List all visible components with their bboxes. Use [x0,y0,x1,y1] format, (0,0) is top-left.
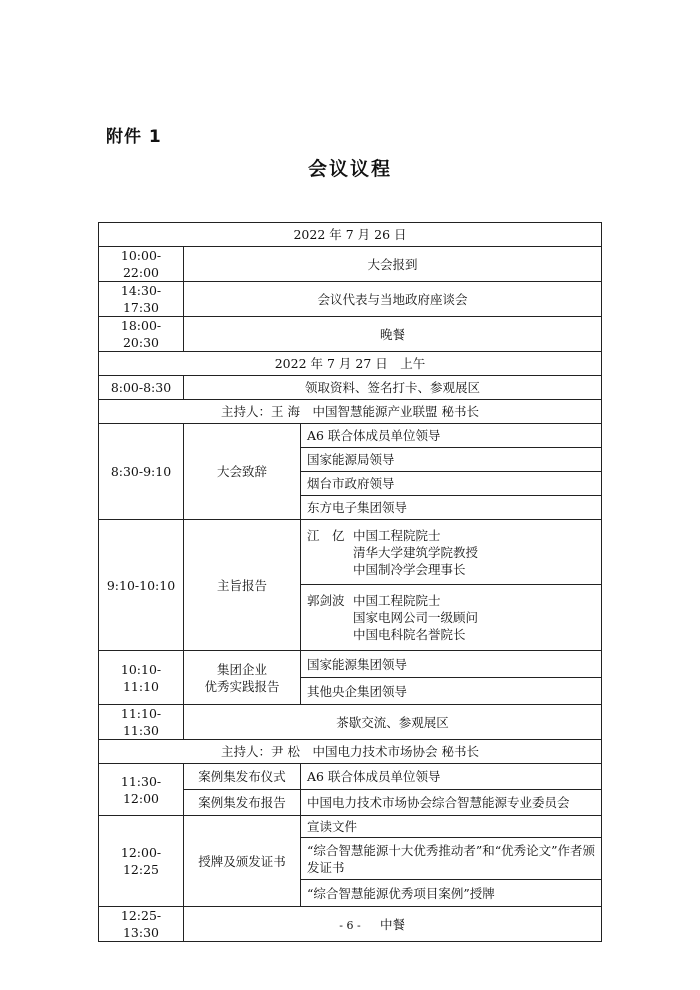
time-cell: 8:00-8:30 [99,376,184,400]
table-row [99,223,602,247]
speaker-cell [301,585,602,651]
speaker-title: 国家电网公司一级顾问 [353,610,479,625]
speaker-cell: 烟台市政府领导 [301,472,602,496]
speaker-cell: 中国电力技术市场协会综合智慧能源专业委员会 [301,790,602,816]
time-cell: 11:30-12:00 [99,764,184,816]
host-row: 主持人：尹 松 中国电力技术市场协会 秘书长 [99,740,602,764]
day-header: 2022 年 7 月 26 日 [99,223,602,247]
item-cell: 晚餐 [184,317,602,352]
table-row [99,282,602,317]
session-line: 优秀实践报告 [204,678,280,694]
table-row [99,352,602,376]
award-item: “综合智慧能源十大优秀推动者”和“优秀论文”作者颁发证书 [301,838,602,880]
item-cell: 大会报到 [184,247,602,282]
table-row [99,651,602,678]
speaker-cell: A6 联合体成员单位领导 [301,424,602,448]
item-cell: 中餐 [184,907,602,942]
session-cell: 授牌及颁发证书 [184,816,301,907]
time-cell: 18:00-20:30 [99,317,184,352]
speaker-cell: 其他央企集团领导 [301,678,602,705]
table-row [99,317,602,352]
table-row [99,424,602,448]
speaker-title: 中国制冷学会理事长 [353,561,466,577]
attachment-label: 附件 1 [106,127,162,147]
day-header: 2022 年 7 月 27 日 上午 [99,352,602,376]
session-cell: 案例集发布报告 [184,790,301,816]
time-cell: 12:25-13:30 [99,907,184,942]
speaker-cell [301,520,602,585]
table-row [99,705,602,740]
time-cell: 10:10-11:10 [99,651,184,705]
speaker-cell: A6 联合体成员单位领导 [301,764,602,790]
speaker-cell: 东方电子集团领导 [301,496,602,520]
table-row [99,376,602,400]
speaker-name: 江 亿 [307,527,345,543]
table-row [99,247,602,282]
speaker-title: 中国工程院院士 [353,593,441,608]
table-row [99,520,602,585]
speaker-name: 郭剑波 [307,593,345,608]
item-cell: 茶歇交流、参观展区 [184,705,602,740]
item-cell: 会议代表与当地政府座谈会 [184,282,602,317]
time-cell: 8:30-9:10 [99,424,184,520]
time-cell: 10:00-22:00 [99,247,184,282]
award-item: “综合智慧能源优秀项目案例”授牌 [301,880,602,907]
speaker-cell: 国家能源集团领导 [301,651,602,678]
time-cell: 14:30-17:30 [99,282,184,317]
time-cell: 11:10-11:30 [99,705,184,740]
session-line: 集团企业 [216,661,267,677]
item-cell: 领取资料、签名打卡、参观展区 [184,376,602,400]
host-row: 主持人：王 海 中国智慧能源产业联盟 秘书长 [99,400,602,424]
award-item: 宣读文件 [301,816,602,838]
page-number: - 6 - [339,919,361,932]
time-cell: 9:10-10:10 [99,520,184,651]
page-title: 会议议程 [307,158,392,180]
speaker-title: 中国工程院院士 [353,527,441,543]
session-cell: 案例集发布仪式 [184,764,301,790]
speaker-title: 清华大学建筑学院教授 [353,544,479,560]
session-cell [184,651,301,705]
table-row [99,740,602,764]
table-row [99,400,602,424]
speaker-title: 中国电科院名誉院长 [353,627,466,642]
agenda-table [98,222,602,942]
table-row [99,764,602,790]
session-cell: 大会致辞 [184,424,301,520]
speaker-cell: 国家能源局领导 [301,448,602,472]
table-row [99,816,602,838]
session-cell: 主旨报告 [184,520,301,651]
time-cell: 12:00-12:25 [99,816,184,907]
